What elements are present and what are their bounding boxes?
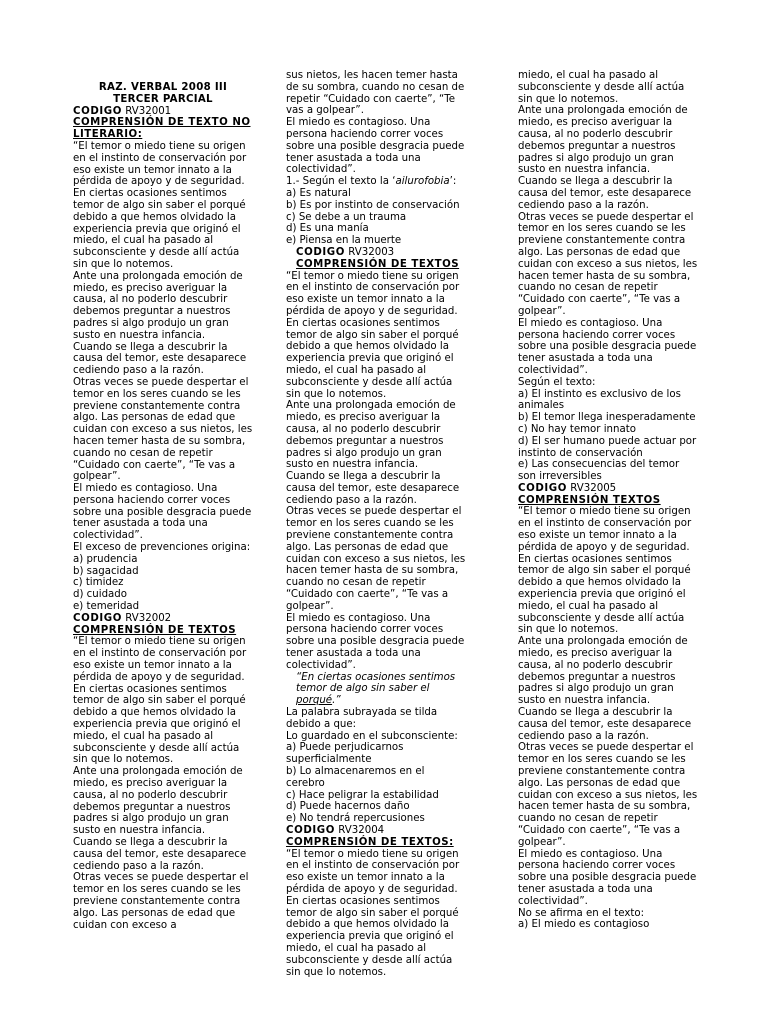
- answer-option: a) El miedo es contagioso: [518, 919, 650, 931]
- code-label: CODIGO: [518, 482, 568, 494]
- passage-intro: “El temor o miedo tiene su origen en el instinto de conservación por eso existe un temor innato a la pérdida de apoyo y de seguridad.: [286, 848, 460, 895]
- question-1: El exceso de prevenciones origina:: [73, 542, 251, 554]
- code-label: CODIGO: [286, 825, 336, 836]
- answer-option: b) El temor llega inesperadamente: [518, 412, 696, 424]
- code-line-2: [73, 613, 253, 625]
- passage-paragraph: El miedo es contagioso. Una persona haciendo correr voces sobre una posible desgracia puede tener asustada a toda una colectividad”.: [518, 317, 697, 376]
- column-2: [286, 70, 466, 978]
- answer-option: c) timidez: [73, 577, 124, 589]
- code-value: RV32002: [125, 612, 172, 624]
- answer-option: c) Hace peligrar la estabilidad: [286, 789, 439, 801]
- passage-paragraph: Otras veces se puede despertar el temor en los seres cuando se les previene constantemente contra algo. Las personas de edad que cuidan con exceso a sus nietos, les hacen temer hasta de su sombra, cuando no cesan de repetir “Cuidado con caerte”, “Te vas a golpear”.: [73, 376, 253, 483]
- code-line-1: [73, 106, 253, 118]
- code-label: CODIGO: [73, 105, 123, 117]
- passage-paragraph: En ciertas ocasiones sentimos temor de algo sin saber el porqué debido a que hemos olvidado la experiencia previa que originó el miedo, el cual ha pasado al subconsciente y desde allí actúa sin que lo notemos.: [286, 317, 459, 400]
- code-line-5: [518, 483, 698, 495]
- quote-text: “En ciertas ocasiones sentimos temor de algo sin saber el: [296, 671, 456, 695]
- answer-option: d) El ser humano puede actuar por instinto de conservación: [518, 435, 697, 459]
- passage-paragraph: El miedo es contagioso. Una persona haciendo correr voces sobre una posible desgracia puede tener asustada a toda una colectividad”.: [286, 117, 465, 176]
- passage-paragraph: Cuando se llega a descubrir la causa del temor, este desaparece cediendo paso a la razón.: [286, 471, 460, 506]
- column-1: [73, 82, 253, 931]
- passage-intro: “El temor o miedo tiene su origen en el instinto de conservación por eso existe un temor innato a la pérdida de apoyo y de seguridad.: [286, 270, 460, 317]
- answer-option: d) cuidado: [73, 589, 127, 601]
- answer-option: e) No tendrá repercusiones: [286, 813, 425, 825]
- passage-paragraph: Ante una prolongada emoción de miedo, es preciso averiguar la causa, al no poderlo descubrir debemos preguntar a nuestros padres si algo produjo un gran susto en nuestra infancia.: [286, 400, 456, 471]
- passage-paragraph: El miedo es contagioso. Una persona haciendo correr voces sobre una posible desgracia puede tener asustada a toda una colectividad”.: [518, 848, 697, 907]
- passage-paragraph: En ciertas ocasiones sentimos temor de algo sin saber el porqué debido a que hemos olvidado la experiencia previa que originó el miedo, el cual ha pasado al subconsciente y desde allí actúa sin que lo notemos.: [286, 895, 459, 978]
- answer-option: d) Puede hacernos daño: [286, 801, 410, 813]
- answer-option: b) sagacidad: [73, 565, 139, 577]
- answer-option: e) temeridad: [73, 601, 140, 613]
- passage-paragraph: Ante una prolongada emoción de miedo, es preciso averiguar la causa, al no poderlo descubrir debemos preguntar a nuestros padres si algo produjo un gran susto en nuestra infancia.: [518, 636, 688, 707]
- passage-paragraph: Otras veces se puede despertar el temor en los seres cuando se les previene constantemente contra algo. Las personas de edad que cuidan con exceso a: [73, 872, 249, 931]
- passage-paragraph: En ciertas ocasiones sentimos temor de algo sin saber el porqué debido a que hemos olvidado la experiencia previa que originó el miedo, el cual ha pasado al subconsciente y desde allí actúa sin que lo notemos.: [518, 553, 691, 636]
- section-heading-3: COMPRENSIÓN DE TEXTOS: [296, 258, 460, 270]
- column-3: [518, 70, 698, 931]
- passage-paragraph: Otras veces se puede despertar el temor en los seres cuando se les previene constantemente contra algo. Las personas de edad que cuidan con exceso a sus nietos, les hacen temer hasta de su sombra, cuando no cesan de repetir “Cuidado con caerte”, “Te vas a golpear”.: [518, 211, 698, 317]
- passage-paragraph: Otras veces se puede despertar el temor en los seres cuando se les previene constantemente contra algo. Las personas de edad que cuidan con exceso a sus nietos, les hacen temer hasta de su sombra, cuando no cesan de repetir “Cuidado con caerte”, “Te vas a golpear”.: [518, 742, 698, 848]
- passage-paragraph: Cuando se llega a descubrir la causa del temor, este desaparece cediendo paso a la razón.: [518, 707, 692, 742]
- answer-option: a) prudencia: [73, 553, 138, 565]
- passage-paragraph: Otras veces se puede despertar el temor en los seres cuando se les previene constantemente contra algo. Las personas de edad que cuidan con exceso a sus nietos, les hacen temer hasta de su sombra, cuando no cesan de repetir “Cuidado con caerte”, “Te vas a golpear”.: [286, 506, 466, 612]
- code-value: RV32001: [125, 105, 172, 117]
- answer-option: e) Las consecuencias del temor son irreversibles: [518, 459, 680, 483]
- passage-paragraph: En ciertas ocasiones sentimos temor de algo sin saber el porqué debido a que hemos olvidado la experiencia previa que originó el miedo, el cual ha pasado al subconsciente y desde allí actúa sin que lo notemos.: [73, 683, 246, 766]
- passage-paragraph: Ante una prolongada emoción de miedo, es preciso averiguar la causa, al no poderlo descubrir debemos preguntar a nuestros padres si algo produjo un gran susto en nuestra infancia.: [73, 270, 243, 341]
- passage-paragraph: En ciertas ocasiones sentimos temor de algo sin saber el porqué debido a que hemos olvidado la experiencia previa que originó el miedo, el cual ha pasado al subconsciente y desde allí actúa sin que lo notemos.: [73, 188, 246, 270]
- passage-paragraph: Cuando se llega a descubrir la causa del temor, este desaparece cediendo paso a la razón.: [73, 837, 247, 872]
- section-heading-1: COMPRENSIÓN DE TEXTO NO LITERARIO:: [73, 117, 251, 141]
- answer-option: c) Se debe a un trauma: [286, 211, 407, 223]
- question-2-term: ailurofobia: [395, 176, 450, 188]
- answer-option: a) El instinto es exclusivo de los animales: [518, 388, 681, 412]
- code-value: RV32004: [338, 825, 385, 836]
- question-2: 1.- Según el texto la ‘ailurofobia’:: [286, 176, 457, 188]
- underlined-word: porqué: [296, 695, 333, 707]
- answer-option: a) Puede perjudicarnos superficialmente: [286, 742, 404, 766]
- passage-paragraph: El miedo es contagioso. Una persona haciendo correr voces sobre una posible desgracia puede tener asustada a toda una colectividad”.: [286, 612, 465, 671]
- passage-paragraph: Cuando se llega a descubrir la causa del temor, este desaparece cediendo paso a la razón.: [73, 341, 247, 377]
- passage-paragraph: El miedo es contagioso. Una persona haciendo correr voces sobre una posible desgracia puede tener asustada a toda una colectividad”.: [73, 483, 252, 542]
- passage-paragraph: Ante una prolongada emoción de miedo, es preciso averiguar la causa, al no poderlo descubrir debemos preguntar a nuestros padres si algo produjo un gran susto en nuestra infancia.: [518, 105, 688, 176]
- passage-intro: “El temor o miedo tiene su origen en el instinto de conservación por eso existe un temor innato a la pérdida de apoyo y de seguridad.: [73, 636, 247, 683]
- question-3: La palabra subrayada se tilda debido a que:: [286, 707, 438, 730]
- question-6: No se afirma en el texto:: [518, 907, 645, 919]
- quoted-sentence: [286, 672, 466, 707]
- answer-option: c) No hay temor innato: [518, 423, 636, 435]
- passage-paragraph: Ante una prolongada emoción de miedo, es preciso averiguar la causa, al no poderlo descubrir debemos preguntar a nuestros padres si algo produjo un gran susto en nuestra infancia.: [73, 766, 243, 837]
- answer-option: b) Es por instinto de conservación: [286, 199, 460, 211]
- section-heading-4: COMPRENSIÓN DE TEXTOS:: [286, 836, 454, 848]
- passage-paragraph: Cuando se llega a descubrir la causa del temor, este desaparece cediendo paso a la razón.: [518, 176, 692, 211]
- doc-subtitle: TERCER PARCIAL: [113, 93, 213, 105]
- code-line-3: [286, 247, 466, 259]
- doc-title: RAZ. VERBAL 2008 III: [98, 82, 228, 93]
- passage-intro: “El temor o miedo tiene su origen en el instinto de conservación por eso existe un temor innato a la pérdida de apoyo y de seguridad.: [73, 140, 247, 188]
- answer-option: a) Es natural: [286, 187, 351, 199]
- passage-paragraph: miedo, el cual ha pasado al subconsciente y desde allí actúa sin que lo notemos.: [518, 70, 685, 105]
- section-heading-5: COMPRENSIÓN TEXTOS: [518, 494, 661, 506]
- question-5: Según el texto:: [518, 376, 596, 388]
- passage-paragraph: sus nietos, les hacen temer hasta de su sombra, cuando no cesan de repetir “Cuidado con caerte”, “Te vas a golpear”.: [286, 70, 465, 117]
- code-label: CODIGO: [73, 612, 123, 624]
- quote-end: .”: [332, 695, 341, 707]
- code-value: RV32005: [570, 482, 617, 494]
- section-heading-2: COMPRENSIÓN DE TEXTOS: [73, 624, 237, 636]
- answer-option: d) Es una manía: [286, 223, 369, 235]
- answer-option: b) Lo almacenaremos en el cerebro: [286, 766, 425, 789]
- passage-intro: “El temor o miedo tiene su origen en el instinto de conservación por eso existe un temor innato a la pérdida de apoyo y de seguridad.: [518, 506, 692, 553]
- question-4: Lo guardado en el subconsciente:: [286, 730, 458, 742]
- code-line-4: [286, 825, 466, 837]
- code-label: CODIGO: [296, 246, 346, 258]
- answer-option: e) Piensa en la muerte: [286, 235, 402, 247]
- code-value: RV32003: [348, 246, 395, 258]
